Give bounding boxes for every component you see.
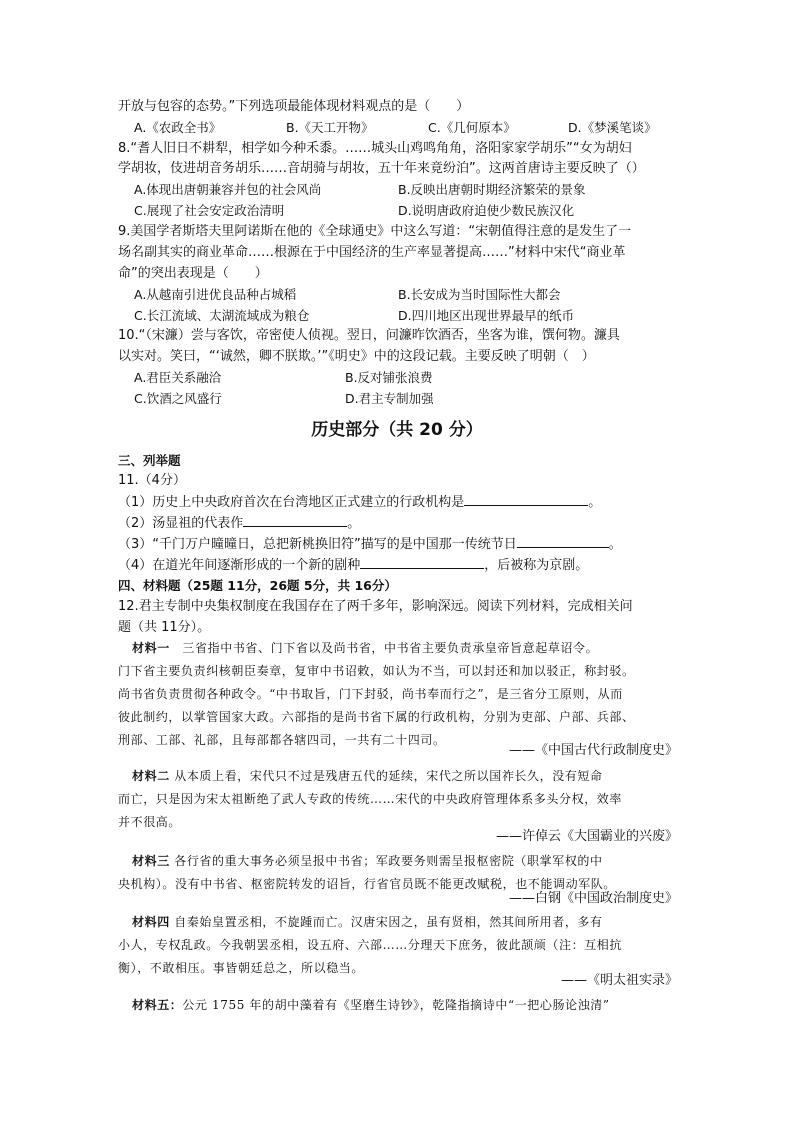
q11-answer-blank-1[interactable] — [464, 491, 588, 506]
q11-head: 11.（4分） — [118, 473, 186, 488]
q11-item-2-text: （2）汤显祖的代表作 — [118, 516, 244, 531]
material-1-source: ——《中国古代行政制度史》 — [508, 743, 678, 758]
material-4-line3: 衡），不敢相压。事皆朝廷总之，所以稳当。 — [118, 961, 365, 975]
q8-option-d: D.说明唐政府迫使少数民族汉化 — [398, 203, 575, 218]
q11-answer-blank-4[interactable] — [360, 554, 484, 569]
material-5-line1-text: 公元 1755 年的胡中藻着有《坚磨生诗钞》，乾隆指摘诗中“一把心肠论浊清” — [182, 998, 610, 1012]
material-4-line2: 小人，专权乱政。今我朝罢丞相，设五府、六部……分理天下庶务，彼此颉颃（注：互相抗 — [118, 938, 623, 952]
part3-header: 三、列举题 — [118, 453, 181, 468]
material-2-line2: 而亡，只是因为宋太祖断绝了武人专政的传统……宋代的中央政府管理体系多头分权，效率 — [118, 792, 623, 806]
material-1-line2: 门下省主要负责纠核朝臣奏章，复审中书诏敕，如认为不当，可以封还和加以驳正，称封驳。 — [118, 664, 635, 678]
material-2-line3: 并不很高。 — [118, 815, 182, 829]
q12-line2: 题（共 11分）。 — [118, 620, 211, 635]
q9-option-d: D.四川地区出现世界最早的纸币 — [398, 308, 575, 323]
material-2-label: 材料二 — [132, 769, 170, 783]
section-title: 历史部分（共 20 分） — [311, 420, 483, 440]
q11-item-2-period: 。 — [347, 516, 361, 531]
q9-option-c: C.长江流域、太湖流域成为粮仓 — [134, 308, 310, 323]
q8-line2: 学胡妆，伎进胡音务胡乐……音胡骑与胡妆，五十年来竟纷泊”。这两首唐诗主要反映了（） — [118, 161, 645, 176]
material-3-source: ——白钢《中国政治制度史》 — [508, 891, 678, 906]
q9-line3: 命”的突出表现是（ ） — [118, 266, 268, 281]
q11-answer-blank-3[interactable] — [517, 533, 609, 548]
material-2-source: ——许倬云《大国霸业的兴废》 — [495, 829, 678, 844]
material-1-line4: 彼此制约，以掌管国家大政。六部指的是尚书省下属的行政机构，分别为吏部、户部、兵部、 — [118, 710, 635, 724]
material-3-line2: 央机构）。没有中书省、枢密院转发的诏旨，行省官员既不能更改赋税，也不能调动军队。 — [118, 877, 617, 891]
q10-line2: 以实对。笑曰，“‘诚然，卿不朕欺。’”《明史》中的这段记载。主要反映了明朝（ ） — [118, 349, 595, 364]
q11-answer-blank-2[interactable] — [243, 512, 347, 527]
material-5-label: 材料五： — [132, 998, 183, 1012]
material-1-line3: 尚书省负责贯彻各种政令。“中书取旨，门下封驳，尚书奉而行之”，是三省分工原则，从而 — [118, 687, 623, 701]
material-4-line1-text: 自秦始皇置丞相，不旋踵而亡。汉唐宋因之，虽有贤相，然其间所用者，多有 — [169, 915, 603, 929]
q11-item-4-text: （4）在道光年间逐渐形成的一个新的剧种 — [118, 558, 361, 573]
q10-option-c: C.饮酒之风盛行 — [134, 391, 222, 406]
q8-option-a: A.体现出唐朝兼容并包的社会风尚 — [134, 182, 322, 197]
q8-option-b: B.反映出唐朝时期经济繁荣的景象 — [398, 182, 586, 197]
q7-option-d: D.《梦溪笔谈》 — [568, 120, 657, 135]
q7-option-b: B.《天工开物》 — [286, 120, 374, 135]
q11-item-1-period: 。 — [588, 495, 602, 510]
material-4-line1 — [132, 911, 678, 934]
material-4-label: 材料四 — [132, 915, 170, 929]
material-1-line1 — [132, 637, 678, 660]
material-4-source: ——《明太祖实录》 — [560, 973, 678, 988]
q9-option-b: B.长安成为当时国际性大都会 — [398, 287, 561, 302]
q11-item-3-text: （3）“千门万户曈曈日，总把新桃换旧符”描写的是中国那一传统节日 — [118, 537, 517, 552]
q7-option-a: A.《农政全书》 — [134, 120, 222, 135]
q11-item-3 — [118, 533, 698, 555]
material-3-line1-text: 各行省的重大事务必须呈报中书省；军政要务则需呈报枢密院（职掌军权的中 — [169, 854, 603, 868]
material-5-line1 — [132, 994, 678, 1017]
material-3-label: 材料三 — [132, 854, 170, 868]
material-2-line1 — [132, 765, 678, 788]
material-3-line1 — [132, 850, 678, 873]
q10-option-b: B.反对铺张浪费 — [345, 370, 433, 385]
q10-option-d: D.君主专制加强 — [345, 391, 434, 406]
q8-line1: 8.“耆人旧日不耕犁，相学如今种禾黍。……城头山鸡鸣角角，洛阳家家学胡乐”“女为胡妇 — [118, 141, 632, 156]
q9-line1: 9.美国学者斯塔夫里阿诺斯在他的《全球通史》中这么写道：“宋朝值得注意的是发生了一 — [118, 224, 632, 239]
q11-item-3-period: 。 — [608, 537, 622, 552]
q11-item-1-text: （1）历史上中央政府首次在台湾地区正式建立的行政机构是 — [118, 495, 465, 510]
q10-option-a: A.君臣关系融洽 — [134, 370, 222, 385]
q11-item-4 — [118, 554, 678, 576]
q12-line1: 12.君主专制中央集权制度在我国存在了两千多年，影响深远。阅读下列材料，完成相关问 — [118, 599, 633, 614]
q8-option-c: C.展现了社会安定政治清明 — [134, 203, 285, 218]
material-1-line1-text: 三省指中书省、门下省以及尚书省，中书省主要负责承皇帝旨意起草诏令。 — [169, 641, 599, 655]
q7-option-c: C.《几何原本》 — [428, 120, 516, 135]
q11-item-4-tail: ，后被称为京剧。 — [484, 558, 589, 573]
q11-item-2 — [118, 512, 678, 534]
q11-item-1 — [118, 491, 678, 513]
part4-header: 四、材料题（25题 11分，26题 5分，共 16分） — [118, 578, 397, 593]
q9-option-a: A.从越南引进优良品种占城稻 — [134, 287, 297, 302]
material-1-label: 材料一 — [132, 641, 170, 655]
q9-line2: 场名副其实的商业革命……根源在于中国经济的生产率显著提高……”材料中宋代“商业革 — [118, 245, 626, 260]
material-2-line1-text: 从本质上看，宋代只不过是残唐五代的延续，宋代之所以国祚长久，没有短命 — [169, 769, 603, 783]
q7-tail: 开放与包容的态势。”下列选项最能体现材料观点的是（ ） — [118, 99, 470, 114]
material-1-line5: 刑部、工部、礼部，且每部都各辖四司，一共有二十四司。 — [118, 733, 446, 747]
q10-line1: 10.“（宋濂）尝与客饮，帝密使人侦视。翌日，问濂昨饮酒否，坐客为谁，馔何物。濂具 — [118, 328, 620, 343]
